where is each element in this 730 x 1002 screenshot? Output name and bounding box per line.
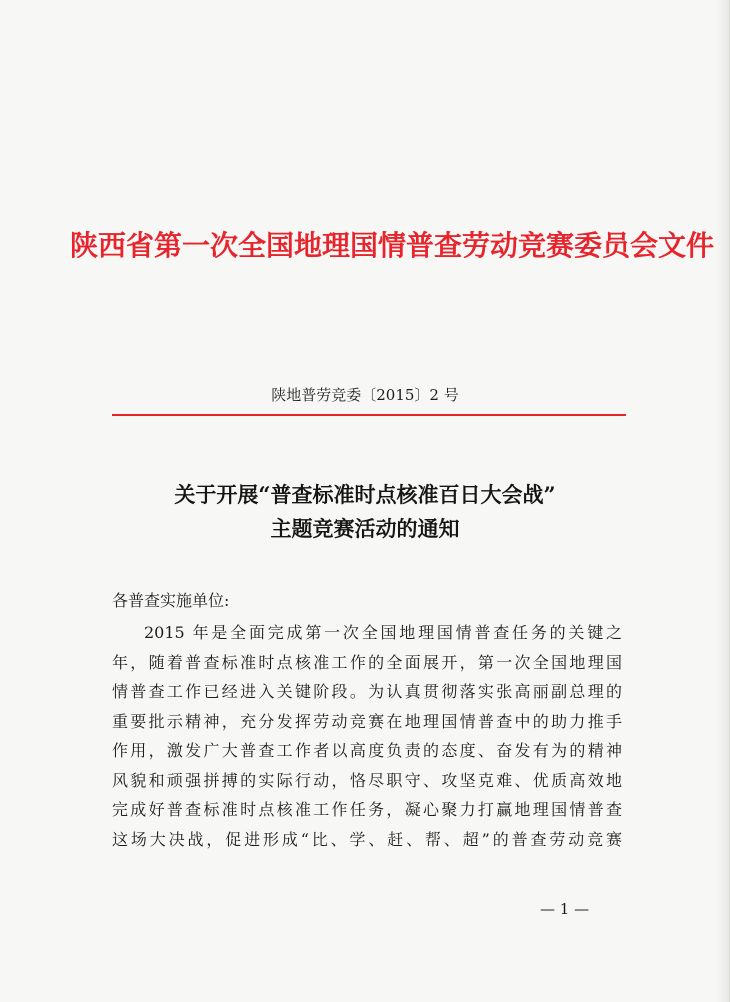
body-line: 这场大决战，促进形成“比、学、赶、帮、超”的普查劳动竞赛 — [112, 829, 622, 849]
body-line: 情普查工作已经进入关键阶段。为认真贯彻落实张高丽副总理的 — [112, 682, 622, 701]
issuer-header-title: 陕西省第一次全国地理国情普查劳动竞赛委员会文件 — [70, 229, 715, 262]
body-line: 作用，激发广大普查工作者以高度负责的态度、奋发有为的精神 — [112, 741, 622, 760]
notice-title-line-1: 关于开展“普查标准时点核准百日大会战” — [174, 482, 556, 507]
notice-title-line-2: 主题竞赛活动的通知 — [270, 516, 460, 541]
page-edge-shadow — [715, 0, 729, 1002]
document-number: 陕地普劳竞委〔2015〕2 号 — [271, 386, 459, 404]
body-paragraph — [112, 618, 622, 854]
red-header-rule — [112, 414, 626, 416]
page-number: — 1 — — [540, 900, 590, 918]
body-line: 年，随着普查标准时点核准工作的全面展开，第一次全国地理国 — [112, 652, 622, 672]
body-line: 风貌和顽强拼搏的实际行动，恪尽职守、攻坚克难、优质高效地 — [112, 770, 622, 790]
body-line: 重要批示精神，充分发挥劳动竞赛在地理国情普查中的助力推手 — [112, 711, 622, 731]
notice-title — [60, 478, 670, 546]
body-line: 完成好普查标准时点核准工作任务，凝心聚力打赢地理国情普查 — [112, 800, 622, 819]
body-line: 2015 年是全面完成第一次全国地理国情普查任务的关键之 — [144, 623, 622, 642]
salutation: 各普查实施单位: — [112, 591, 230, 610]
